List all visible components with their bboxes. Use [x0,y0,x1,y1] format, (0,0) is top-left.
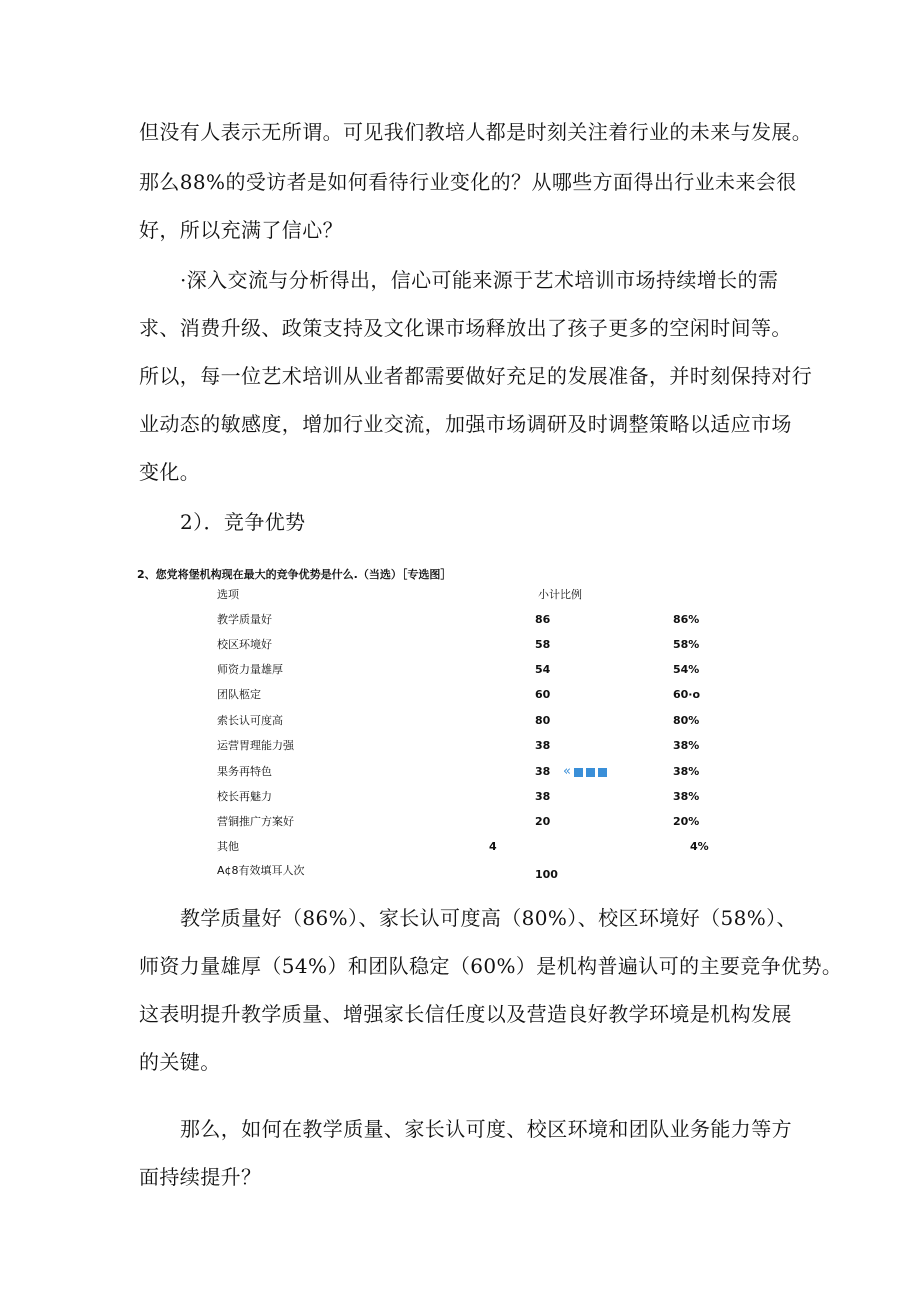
bar-segment [586,768,595,777]
body-text-line: 求、消费升级、政策支持及文化课市场释放出了孩子更多的空闲时间等。 [139,316,792,340]
body-text-line: 那么88%的受访者是如何看待行业变化的？从哪些方面得出行业未来会很 [139,170,797,194]
option-label: 索长认可度高 [217,714,283,727]
body-text-line: 所以，每一位艺术培训从业者都需要做好充足的发展准备，并时刻保持对行 [139,364,813,388]
body-text-line: 那么，如何在教学质量、家长认可度、校区环境和团队业务能力等方 [180,1117,792,1141]
total-label: A¢8有效填耳人次 [217,864,305,877]
section-heading: 2）．竞争优势 [180,510,306,534]
body-text-line: 但没有人表示无所谓。可见我们教培人都是时刻关注着行业的未来与发展。 [139,120,813,144]
double-chevron-left-icon: « [563,764,571,779]
option-label: 营铜推广方案好 [217,815,294,828]
body-text-line: 面持续提升？ [139,1165,262,1189]
body-text-line: 师资力量雄厚（54%）和团队稳定（60%）是机构普遍认可的主要竞争优势。 [139,954,843,978]
option-count: 58 [535,638,551,651]
body-text-line: 变化。 [139,460,201,484]
option-label: 师资力量雄厚 [217,663,283,676]
option-label: 其他 [217,840,239,853]
option-label: 团队柩定 [217,688,261,701]
option-percent: 86% [673,613,700,626]
body-text-line: ·深入交流与分析得出，信心可能来源于艺术培训市场持续增长的需 [180,268,779,292]
option-count: 38 [535,790,551,803]
option-count: 86 [535,613,551,626]
option-label: 运营胃理能力强 [217,739,294,752]
progress-bar-mark [563,766,607,778]
option-count: 38 [535,765,551,778]
option-count: 20 [535,815,551,828]
column-header-option: 选项 [217,588,239,601]
body-text-line: 这表明提升教学质量、增强家长信任度以及营造良好教学环境是机构发展 [139,1002,792,1026]
option-label: 校区环境好 [217,638,272,651]
option-count: 80 [535,714,551,727]
option-label: 果务再特色 [217,765,272,778]
bar-segment [598,768,607,777]
option-percent: 38% [673,765,700,778]
body-text-line: 好，所以充满了信心？ [139,218,343,242]
body-text-line: 教学质量好（86%）、家长认可度高（80%）、校区环境好（58%）、 [180,906,797,930]
column-header-stats: 小计比例 [538,588,582,601]
option-count: 60 [535,688,551,701]
option-percent: 38% [673,739,700,752]
option-percent: 20% [673,815,700,828]
option-percent: 4% [690,840,709,853]
option-percent: 38% [673,790,700,803]
option-count: 38 [535,739,551,752]
option-count: 54 [535,663,551,676]
body-text-line: 的关键。 [139,1050,221,1074]
survey-question: 2、您党将堡机构现在最大的竞争优势是什么.（当选）［专选图］ [137,568,452,581]
total-count: 100 [535,868,558,881]
option-count: 4 [489,840,497,853]
option-percent: 54% [673,663,700,676]
bar-segment [574,768,583,777]
option-percent: 58% [673,638,700,651]
body-text-line: 业动态的敏感度，增加行业交流，加强市场调研及时调整策略以适应市场 [139,412,792,436]
option-label: 教学质量好 [217,613,272,626]
option-label: 校长再魅力 [217,790,272,803]
option-percent: 80% [673,714,700,727]
option-percent: 60·o [673,688,701,701]
